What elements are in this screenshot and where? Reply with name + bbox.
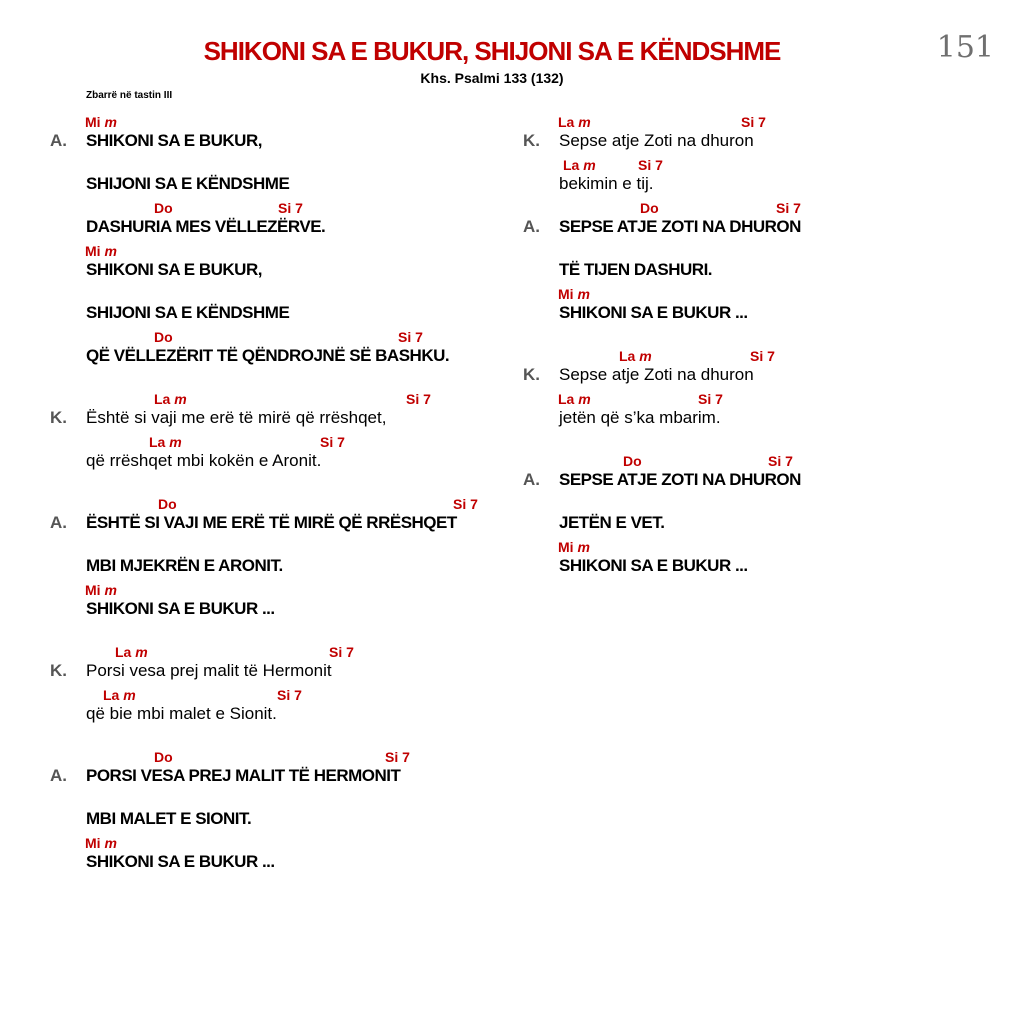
- chord-row: [523, 282, 983, 301]
- song-line: [50, 492, 510, 535]
- lyric-text: SHIJONI SA E KËNDSHME: [86, 303, 290, 322]
- chord-label: Si 7: [453, 496, 478, 512]
- lyric-line: [523, 511, 983, 535]
- stanza-gap: [523, 430, 983, 449]
- chord-row: [50, 535, 510, 554]
- voice-marker: K.: [50, 661, 67, 680]
- chord-label: Si 7: [278, 200, 303, 216]
- chord-row: [523, 196, 983, 215]
- chord-label: La m: [563, 157, 596, 173]
- lyric-line: [523, 129, 983, 153]
- song-line: [50, 745, 510, 788]
- lyric-text: Është si vaji me erë të mirë që rrëshqet,: [86, 408, 387, 427]
- lyric-line: [50, 449, 510, 473]
- left-column: [50, 110, 510, 874]
- chord-row: [50, 196, 510, 215]
- chord-label: Do: [154, 329, 173, 345]
- song-line: [523, 387, 983, 430]
- lyric-text: PORSI VESA PREJ MALIT TË HERMONIT: [86, 766, 401, 785]
- chord-row: [50, 578, 510, 597]
- song-line: [50, 831, 510, 874]
- song-line: [50, 387, 510, 430]
- lyric-text: jetën që s’ka mbarim.: [559, 408, 721, 427]
- chord-row: [523, 492, 983, 511]
- chord-label: Mi m: [85, 243, 117, 259]
- song-line: [50, 153, 510, 196]
- lyric-line: [50, 554, 510, 578]
- chord-row: [50, 430, 510, 449]
- lyric-text: SHIKONI SA E BUKUR ...: [86, 852, 275, 871]
- chord-row: [50, 492, 510, 511]
- song-line: [50, 239, 510, 282]
- lyric-text: SHIKONI SA E BUKUR,: [86, 260, 262, 279]
- lyric-line: [523, 301, 983, 325]
- lyric-text: SHIKONI SA E BUKUR ...: [559, 556, 748, 575]
- voice-marker: A.: [50, 131, 67, 150]
- lyric-text: TË TIJEN DASHURI.: [559, 260, 713, 279]
- lyric-line: [523, 468, 983, 492]
- chord-row: [50, 153, 510, 172]
- song-line: [50, 535, 510, 578]
- lyric-text: DASHURIA MES VËLLEZËRVE.: [86, 217, 326, 236]
- lyric-text: që rrëshqet mbi kokën e Aronit.: [86, 451, 322, 470]
- lyric-text: SEPSE ATJE ZOTI NA DHURON: [559, 217, 801, 236]
- chord-label: La m: [115, 644, 148, 660]
- chord-label: Mi m: [558, 286, 590, 302]
- song-line: [523, 535, 983, 578]
- voice-marker: K.: [523, 365, 540, 384]
- song-line: [523, 196, 983, 239]
- voice-marker: A.: [523, 470, 540, 489]
- chord-row: [50, 325, 510, 344]
- voice-marker: A.: [523, 217, 540, 236]
- stanza-gap: [50, 726, 510, 745]
- lyric-text: Porsi vesa prej malit të Hermonit: [86, 661, 332, 680]
- chord-row: [523, 110, 983, 129]
- lyric-text: JETËN E VET.: [559, 513, 665, 532]
- chord-label: Si 7: [398, 329, 423, 345]
- chord-label: Si 7: [406, 391, 431, 407]
- song-line: [50, 788, 510, 831]
- lyric-text: SEPSE ATJE ZOTI NA DHURON: [559, 470, 801, 489]
- lyric-line: [523, 258, 983, 282]
- chord-row: [50, 110, 510, 129]
- chord-row: [50, 831, 510, 850]
- song-line: [50, 196, 510, 239]
- chord-label: Si 7: [329, 644, 354, 660]
- song-line: [523, 492, 983, 535]
- chord-label: Si 7: [741, 114, 766, 130]
- song-subtitle: Khs. Psalmi 133 (132): [420, 70, 564, 86]
- chord-label: La m: [103, 687, 136, 703]
- chord-label: La m: [558, 114, 591, 130]
- stanza-gap: [50, 473, 510, 492]
- chord-label: La m: [154, 391, 187, 407]
- lyric-line: [50, 850, 510, 874]
- lyric-text: ËSHTË SI VAJI ME ERË TË MIRË QË RRËSHQET: [86, 513, 457, 532]
- lyric-line: [50, 511, 510, 535]
- chord-label: Mi m: [85, 835, 117, 851]
- chord-label: Do: [623, 453, 642, 469]
- chord-row: [50, 640, 510, 659]
- chord-label: Si 7: [385, 749, 410, 765]
- right-column: [523, 110, 983, 578]
- stanza-gap: [50, 368, 510, 387]
- chord-row: [523, 387, 983, 406]
- voice-marker: K.: [50, 408, 67, 427]
- chord-label: Mi m: [85, 582, 117, 598]
- song-line: [523, 282, 983, 325]
- chord-row: [523, 344, 983, 363]
- lyric-line: [50, 702, 510, 726]
- lyric-line: [50, 764, 510, 788]
- page-number: 151: [936, 30, 994, 65]
- capo-note: Zbarrë në tastin III: [86, 90, 173, 101]
- chord-row: [50, 239, 510, 258]
- chord-label: Si 7: [277, 687, 302, 703]
- lyric-text: MBI MALET E SIONIT.: [86, 809, 252, 828]
- chord-row: [50, 683, 510, 702]
- chord-row: [523, 449, 983, 468]
- lyric-line: [523, 215, 983, 239]
- lyric-line: [50, 258, 510, 282]
- lyric-text: QË VËLLEZËRIT TË QËNDROJNË SË BASHKU.: [86, 346, 450, 365]
- chord-row: [50, 387, 510, 406]
- lyric-line: [50, 129, 510, 153]
- chord-label: Do: [640, 200, 659, 216]
- song-line: [50, 110, 510, 153]
- lyric-line: [523, 406, 983, 430]
- lyric-line: [523, 172, 983, 196]
- lyric-line: [523, 554, 983, 578]
- lyric-line: [50, 301, 510, 325]
- lyric-text: SHIKONI SA E BUKUR ...: [86, 599, 275, 618]
- chord-label: Si 7: [776, 200, 801, 216]
- chord-label: Mi m: [558, 539, 590, 555]
- chord-label: Si 7: [698, 391, 723, 407]
- song-line: [50, 683, 510, 726]
- voice-marker: A.: [50, 766, 67, 785]
- lyric-line: [50, 659, 510, 683]
- lyric-text: MBI MJEKRËN E ARONIT.: [86, 556, 283, 575]
- lyric-text: Sepse atje Zoti na dhuron: [559, 131, 754, 150]
- song-line: [523, 344, 983, 387]
- lyric-line: [50, 215, 510, 239]
- stanza-gap: [523, 325, 983, 344]
- chord-row: [523, 239, 983, 258]
- lyric-line: [50, 807, 510, 831]
- lyric-text: SHIKONI SA E BUKUR,: [86, 131, 262, 150]
- chord-row: [523, 535, 983, 554]
- song-line: [50, 430, 510, 473]
- chord-label: Si 7: [768, 453, 793, 469]
- lyric-line: [50, 406, 510, 430]
- lyric-text: bekimin e tij.: [559, 174, 654, 193]
- lyric-text: Sepse atje Zoti na dhuron: [559, 365, 754, 384]
- chord-label: Si 7: [320, 434, 345, 450]
- chord-row: [50, 745, 510, 764]
- lyric-text: SHIKONI SA E BUKUR ...: [559, 303, 748, 322]
- chord-label: La m: [558, 391, 591, 407]
- song-line: [523, 449, 983, 492]
- song-line: [50, 282, 510, 325]
- lyric-line: [50, 172, 510, 196]
- song-line: [50, 578, 510, 621]
- voice-marker: A.: [50, 513, 67, 532]
- chord-label: La m: [619, 348, 652, 364]
- lyric-text: që bie mbi malet e Sionit.: [86, 704, 277, 723]
- chord-label: Do: [154, 749, 173, 765]
- chord-row: [50, 282, 510, 301]
- song-line: [50, 640, 510, 683]
- voice-marker: K.: [523, 131, 540, 150]
- chord-row: [50, 788, 510, 807]
- song-line: [523, 110, 983, 153]
- chord-label: Mi m: [85, 114, 117, 130]
- chord-label: Si 7: [750, 348, 775, 364]
- lyric-text: SHIJONI SA E KËNDSHME: [86, 174, 290, 193]
- stanza-gap: [50, 621, 510, 640]
- chord-label: La m: [149, 434, 182, 450]
- lyric-line: [523, 363, 983, 387]
- chord-label: Si 7: [638, 157, 663, 173]
- song-title: SHIKONI SA E BUKUR, SHIJONI SA E KËNDSHME: [203, 36, 781, 66]
- lyric-line: [50, 344, 510, 368]
- song-line: [50, 325, 510, 368]
- chord-label: Do: [158, 496, 177, 512]
- song-line: [523, 239, 983, 282]
- lyric-line: [50, 597, 510, 621]
- chord-row: [523, 153, 983, 172]
- song-line: [523, 153, 983, 196]
- chord-label: Do: [154, 200, 173, 216]
